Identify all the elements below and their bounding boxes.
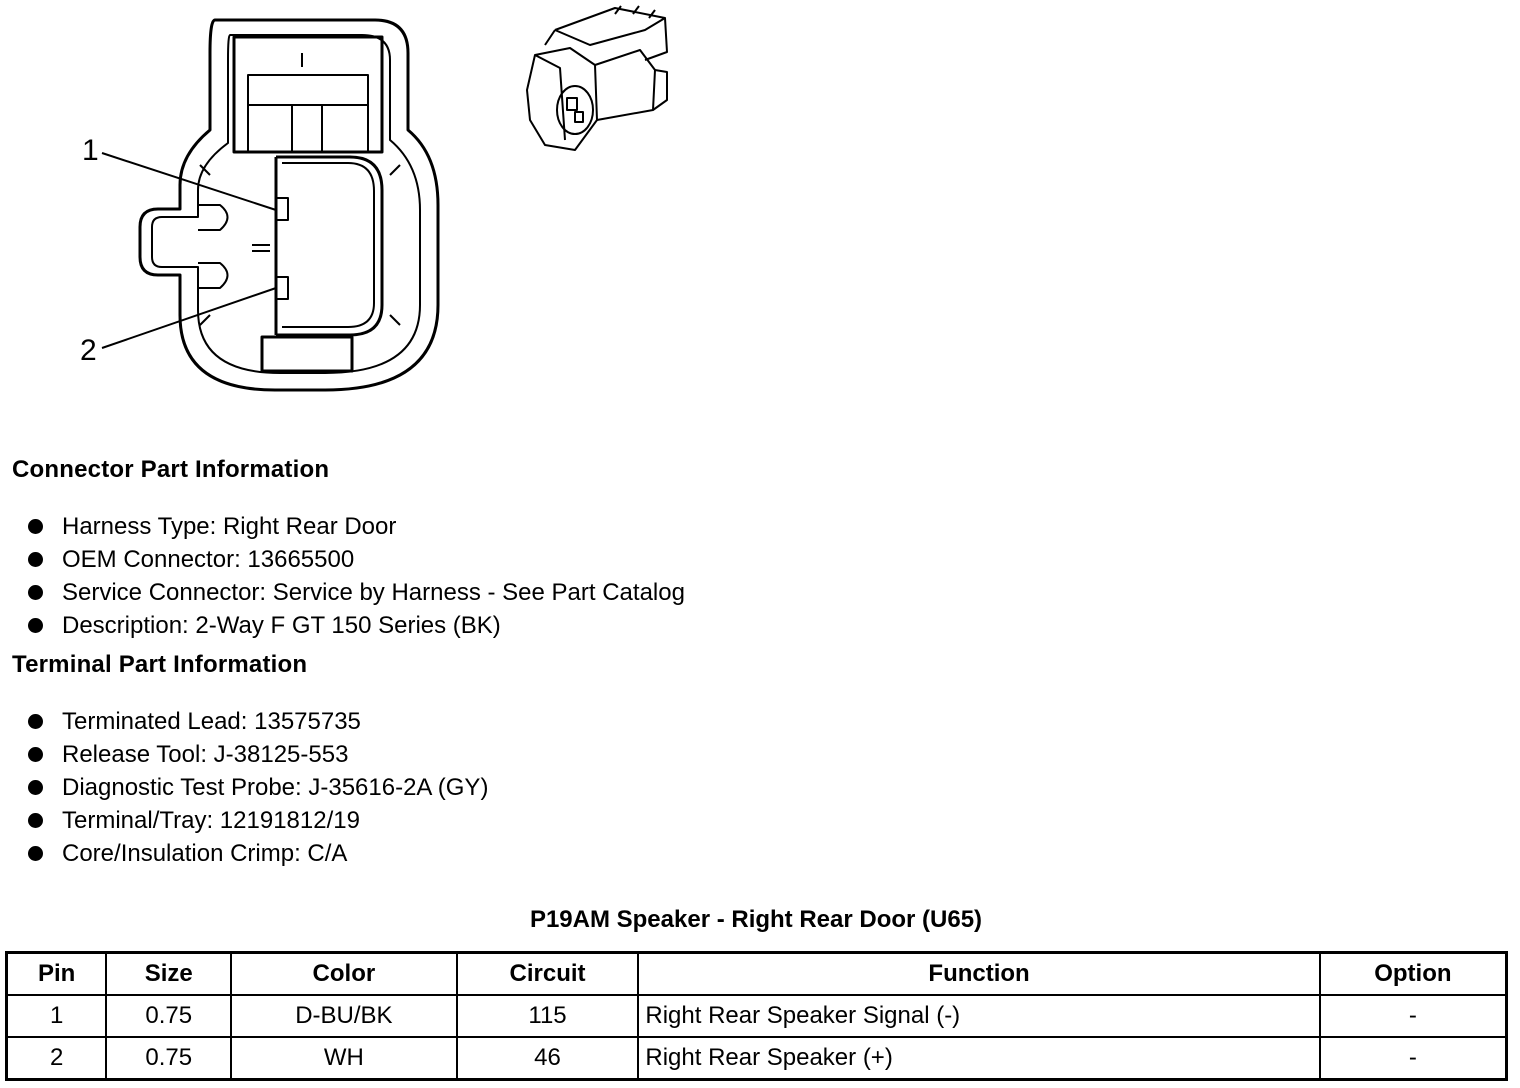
cell-function: Right Rear Speaker (+) <box>638 1037 1319 1080</box>
cell-circuit: 115 <box>457 995 639 1037</box>
cell-pin: 1 <box>7 995 107 1037</box>
connector-part-info-heading: Connector Part Information <box>12 456 330 483</box>
col-header-pin: Pin <box>7 953 107 996</box>
bullet-icon <box>28 519 43 534</box>
list-item-text: Harness Type: Right Rear Door <box>62 513 397 540</box>
list-item-text: OEM Connector: 13665500 <box>62 546 355 573</box>
col-header-function: Function <box>638 953 1319 996</box>
table-row <box>7 1037 1507 1080</box>
list-item <box>28 576 685 609</box>
list-item <box>28 705 488 738</box>
col-header-color: Color <box>231 953 457 996</box>
table-row <box>7 995 1507 1037</box>
bullet-icon <box>28 846 43 861</box>
cell-color: WH <box>231 1037 457 1080</box>
terminal-part-info-list <box>28 705 488 870</box>
list-item-text: Service Connector: Service by Harness - See Part Catalog <box>62 579 685 606</box>
bullet-icon <box>28 714 43 729</box>
pinout-table <box>5 951 1508 1081</box>
terminal-part-info-heading: Terminal Part Information <box>12 651 308 678</box>
cell-option: - <box>1320 1037 1507 1080</box>
table-header-row <box>7 953 1507 996</box>
list-item-text: Release Tool: J-38125-553 <box>62 741 349 768</box>
list-item-text: Terminal/Tray: 12191812/19 <box>62 807 360 834</box>
bullet-icon <box>28 585 43 600</box>
connector-part-info-list <box>28 510 685 642</box>
col-header-option: Option <box>1320 953 1507 996</box>
list-item <box>28 837 488 870</box>
connector-face-diagram <box>70 5 450 400</box>
col-header-size: Size <box>106 953 231 996</box>
cell-size: 0.75 <box>106 995 231 1037</box>
pinout-table-title: P19AM Speaker - Right Rear Door (U65) <box>529 906 983 933</box>
cell-color: D-BU/BK <box>231 995 457 1037</box>
col-header-circuit: Circuit <box>457 953 639 996</box>
list-item <box>28 543 685 576</box>
cell-option: - <box>1320 995 1507 1037</box>
bullet-icon <box>28 552 43 567</box>
bullet-icon <box>28 747 43 762</box>
list-item <box>28 738 488 771</box>
cell-circuit: 46 <box>457 1037 639 1080</box>
bullet-icon <box>28 618 43 633</box>
list-item-text: Description: 2-Way F GT 150 Series (BK) <box>62 612 501 639</box>
connector-isometric-view <box>515 0 680 160</box>
list-item-text: Diagnostic Test Probe: J-35616-2A (GY) <box>62 774 489 801</box>
pin-label-2: 2 <box>80 334 97 367</box>
cell-pin: 2 <box>7 1037 107 1080</box>
list-item-text: Terminated Lead: 13575735 <box>62 708 361 735</box>
cell-function: Right Rear Speaker Signal (-) <box>638 995 1319 1037</box>
list-item <box>28 609 685 642</box>
pin-label-1: 1 <box>82 134 99 167</box>
bullet-icon <box>28 813 43 828</box>
list-item <box>28 510 685 543</box>
bullet-icon <box>28 780 43 795</box>
list-item <box>28 771 488 804</box>
list-item <box>28 804 488 837</box>
cell-size: 0.75 <box>106 1037 231 1080</box>
list-item-text: Core/Insulation Crimp: C/A <box>62 840 348 867</box>
